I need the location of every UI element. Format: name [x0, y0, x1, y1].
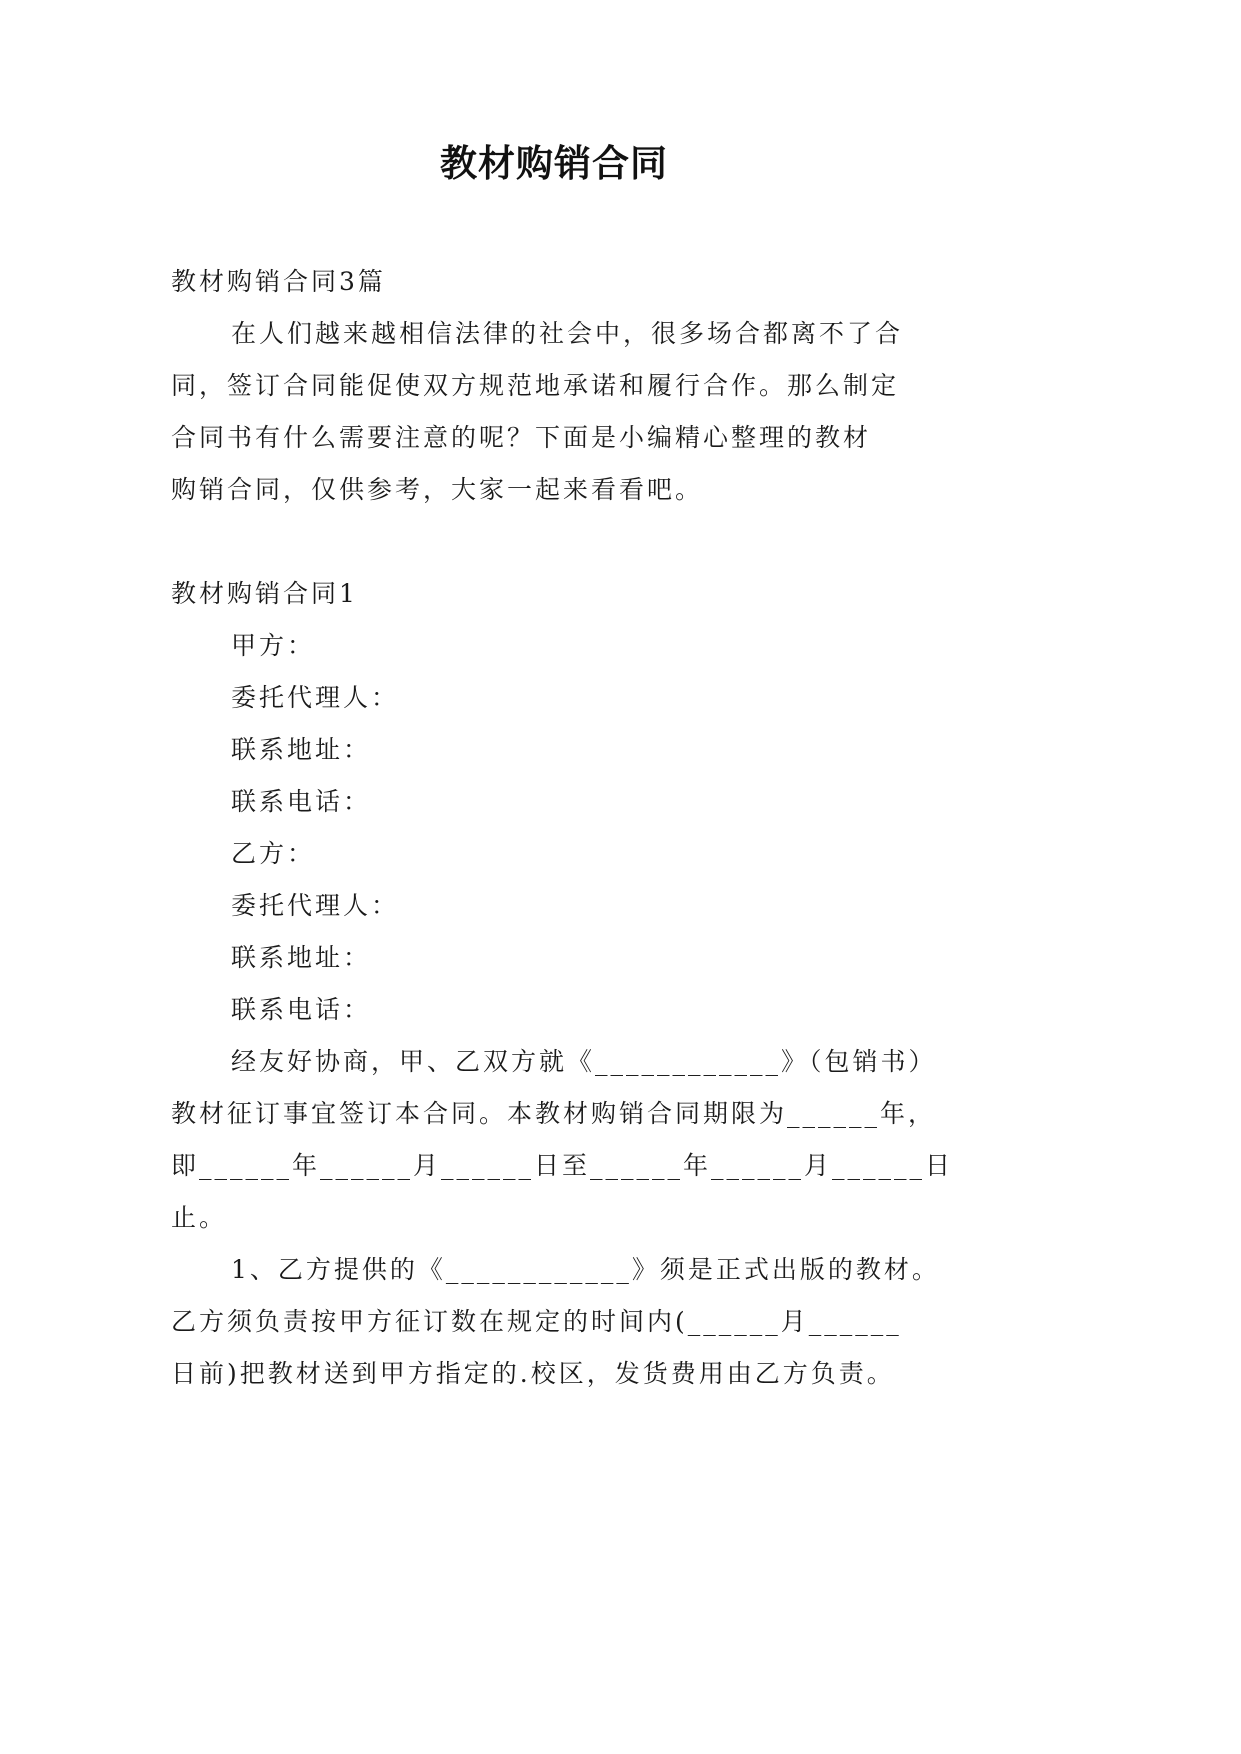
agreement-line: 即______年______月______日至______年______月______日 [171, 1151, 954, 1180]
party-a-address-label: 联系地址： [231, 735, 372, 764]
document-heading: 教材购销合同3篇 [171, 267, 386, 296]
party-a-phone-label: 联系电话： [231, 787, 372, 816]
party-b-phone-label: 联系电话： [231, 995, 372, 1024]
clause-line: 日前)把教材送到甲方指定的.校区，发货费用由乙方负责。 [171, 1359, 895, 1388]
document-title: 教材购销合同 [440, 142, 668, 185]
agreement-line: 教材征订事宜签订本合同。本教材购销合同期限为______年， [171, 1099, 937, 1128]
agreement-line: 止。 [171, 1203, 228, 1232]
party-b-label: 乙方： [231, 839, 316, 868]
party-a-agent-label: 委托代理人： [231, 683, 400, 712]
intro-line: 购销合同，仅供参考，大家一起来看看吧。 [171, 475, 704, 504]
clause-line: 1、乙方提供的《____________》须是正式出版的教材。 [231, 1255, 940, 1284]
clause-line: 乙方须负责按甲方征订数在规定的时间内(______月______ [171, 1307, 902, 1336]
party-b-agent-label: 委托代理人： [231, 891, 400, 920]
party-a-label: 甲方： [231, 631, 316, 660]
party-b-address-label: 联系地址： [231, 943, 372, 972]
document-body [171, 256, 954, 1400]
section-heading: 教材购销合同1 [171, 579, 358, 608]
intro-line: 合同书有什么需要注意的呢？下面是小编精心整理的教材 [171, 423, 872, 452]
intro-line: 在人们越来越相信法律的社会中，很多场合都离不了合 [231, 319, 904, 348]
intro-line: 同，签订合同能促使双方规范地承诺和履行合作。那么制定 [171, 371, 900, 400]
agreement-line: 经友好协商，甲、乙双方就《____________》（包销书） [231, 1047, 937, 1076]
paragraph-gap [171, 516, 951, 568]
